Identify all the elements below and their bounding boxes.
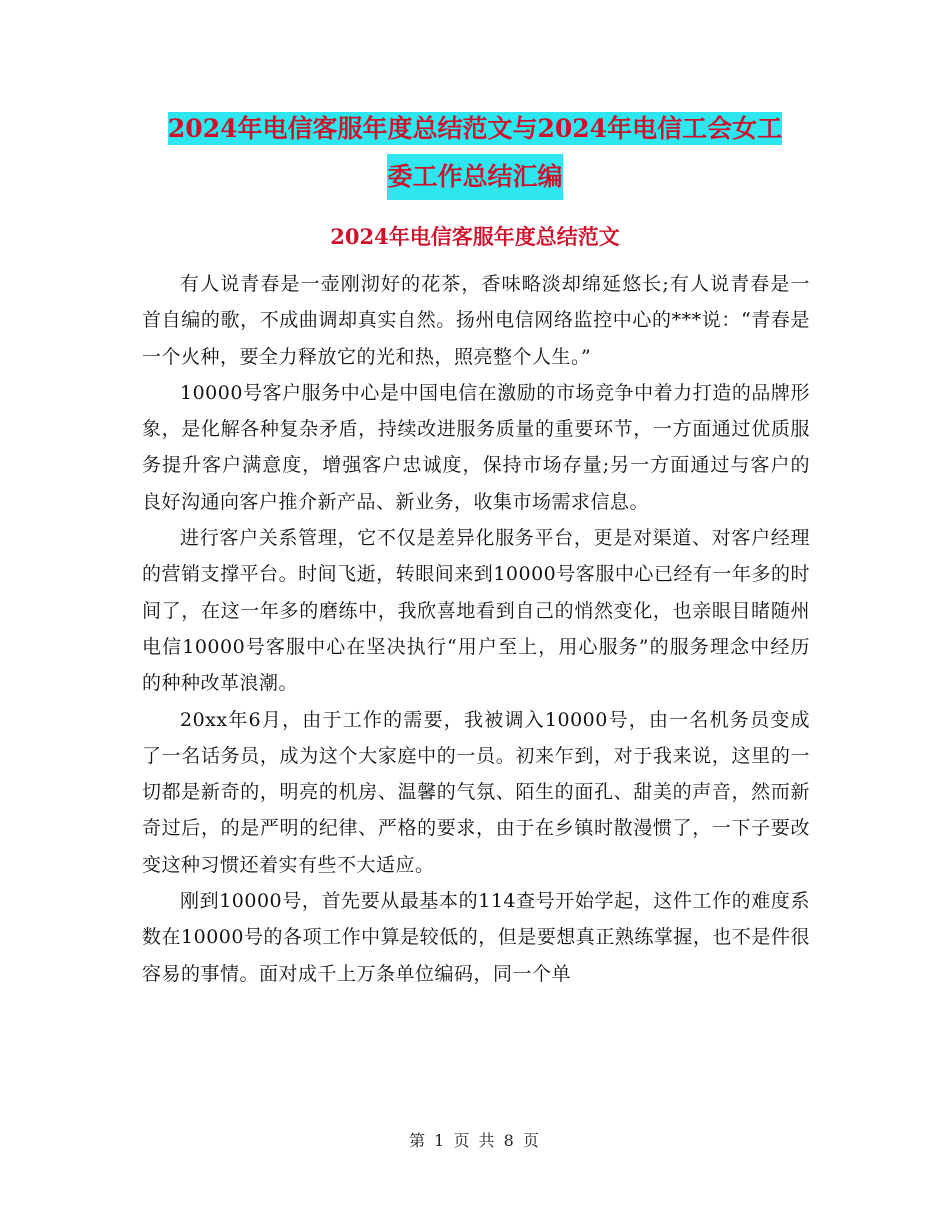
paragraph: 刚到10000号，首先要从最基本的114查号开始学起，这件工作的难度系数在10000号的各项工作中算是较低的，但是要想真正熟练掌握，也不是件很容易的事情。面对成千上万条单位编码，同一个单: [142, 890, 810, 985]
paragraph: 10000号客户服务中心是中国电信在激励的市场竞争中着力打造的品牌形象，是化解各种复杂矛盾，持续改进服务质量的重要环节，一方面通过优质服务提升客户满意度，增强客户忠诚度，保持市场存量;另一方面通过与客户的良好沟通向客户推介新产品、新业务，收集市场需求信息。: [142, 381, 810, 513]
title-line-2: 委工作总结汇编: [387, 154, 562, 200]
page-footer: 第 1 页 共 8 页: [409, 1131, 541, 1150]
body-text: [142, 266, 810, 992]
paragraph: 20xx年6月，由于工作的需要，我被调入10000号，由一名机务员变成了一名话务员，成为这个大家庭中的一员。初来乍到，对于我来说，这里的一切都是新奇的，明亮的机房、温馨的气氛、陌生的面孔、甜美的声音，然而新奇过后，的是严明的纪律、严格的要求，由于在乡镇时散漫惯了，一下子要改变这种习惯还着实有些不大适应。: [142, 708, 810, 876]
paragraph: 有人说青春是一壶刚沏好的花茶，香味略淡却绵延悠长;有人说青春是一首自编的歌，不成曲调却真实自然。扬州电信网络监控中心的***说：“青春是一个火种，要全力释放它的光和热，照亮整个人生。”: [142, 273, 810, 368]
section-title: 2024年电信客服年度总结范文: [330, 224, 620, 249]
title-line-1: 2024年电信客服年度总结范文与2024年电信工会女工: [167, 114, 783, 143]
paragraph: 进行客户关系管理，它不仅是差异化服务平台，更是对渠道、对客户经理的营销支撑平台。时间飞逝，转眼间来到10000号客服中心已经有一年多的时间了，在这一年多的磨练中，我欣喜地看到自己的悄然变化，也亲眼目睹随州电信10000号客服中心在坚决执行“用户至上，用心服务”的服务理念中经历的种种改革浪潮。: [142, 527, 810, 695]
document-title: [140, 108, 810, 200]
